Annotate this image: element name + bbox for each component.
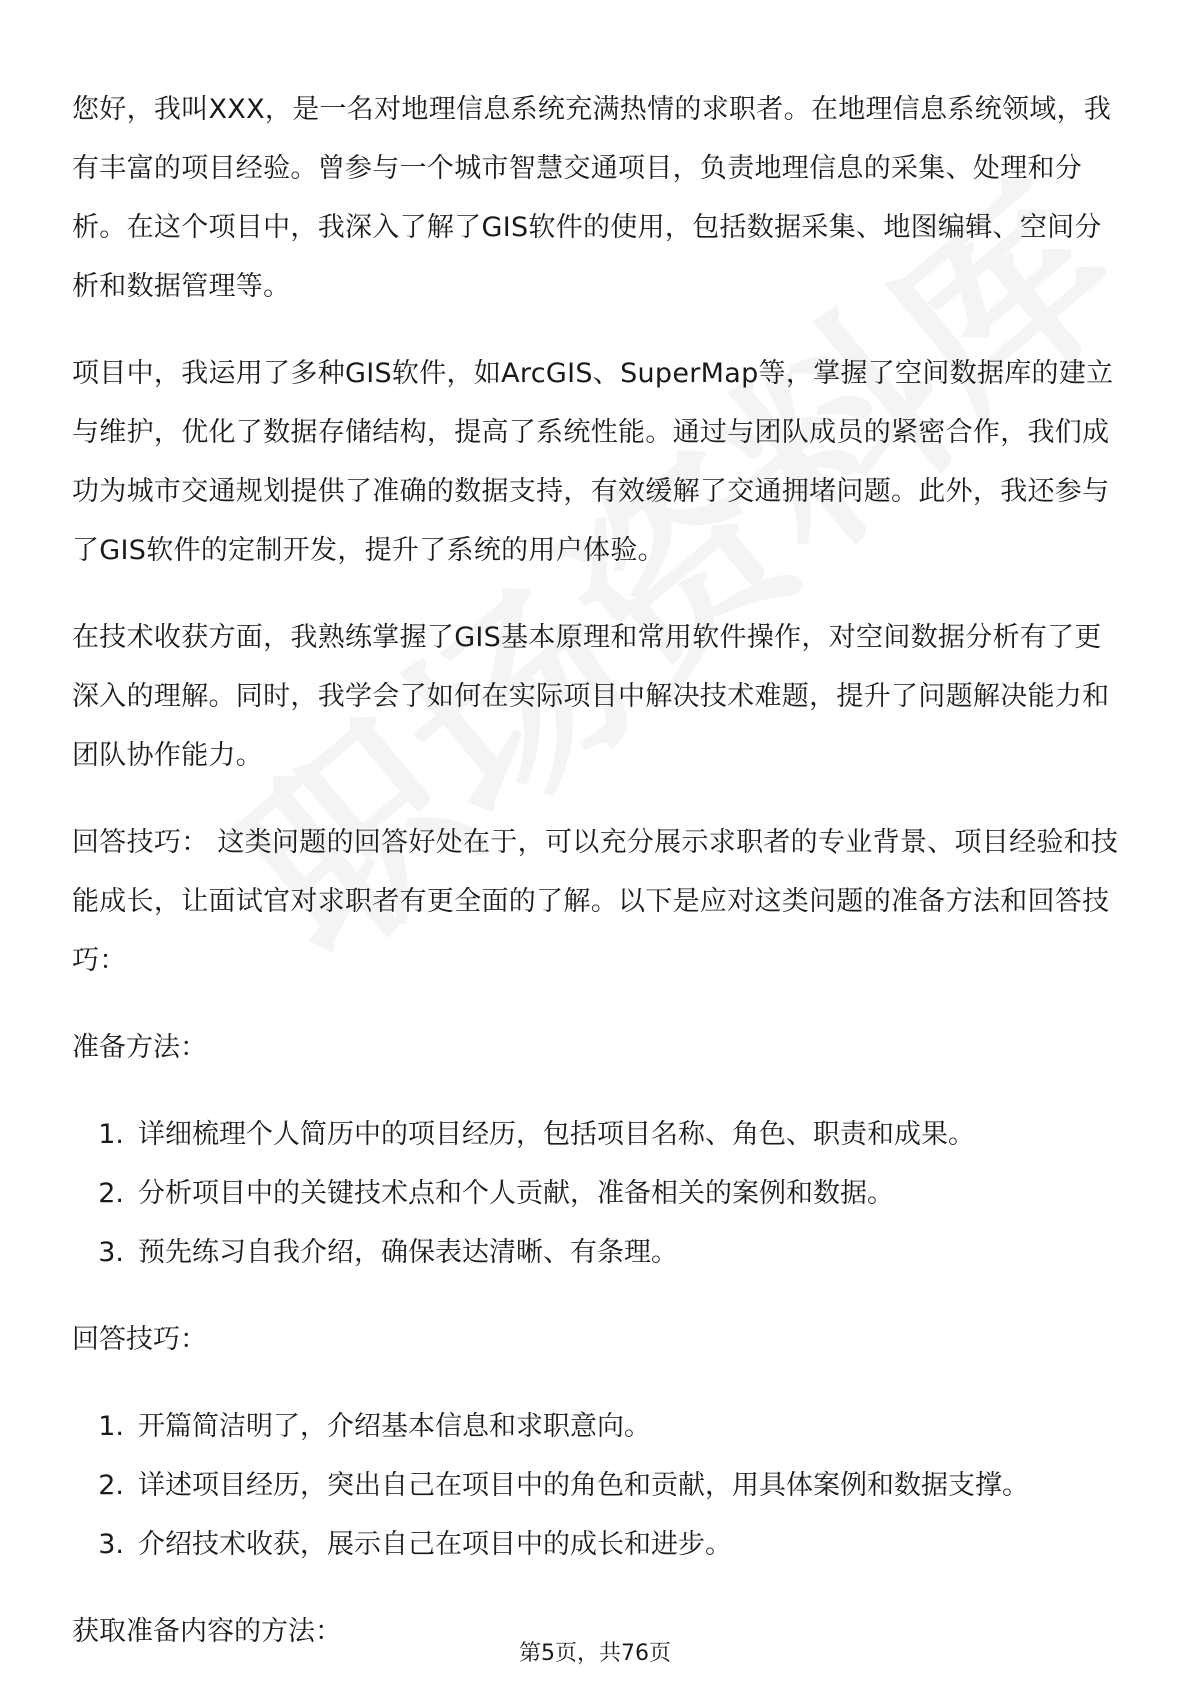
list-item — [72, 1105, 1122, 1164]
answer-tips-heading: 回答技巧： — [72, 1324, 207, 1355]
get-prep-content-heading: 获取准备内容的方法： — [72, 1616, 342, 1647]
list-number: 3. — [98, 1529, 124, 1560]
list-text: 介绍技术收获，展示自己在项目中的成长和进步。 — [138, 1529, 732, 1560]
list-text: 分析项目中的关键技术点和个人贡献，准备相关的案例和数据。 — [138, 1178, 894, 1209]
project-paragraph: 项目中，我运用了多种GIS软件，如ArcGIS、SuperMap等，掌握了空间数据库的建立与维护，优化了数据存储结构，提高了系统性能。通过与团队成员的紧密合作，我们成功为城市交通规划提供了准确的数据支持，有效缓解了交通拥堵问题。此外，我还参与了GIS软件的定制开发，提升了系统的用户体验。 — [72, 358, 1114, 566]
list-number: 2. — [98, 1178, 124, 1209]
list-item — [72, 1397, 1122, 1456]
prep-method-heading: 准备方法： — [72, 1032, 207, 1063]
list-text: 开篇简洁明了，介绍基本信息和求职意向。 — [138, 1411, 651, 1442]
list-number: 2. — [98, 1470, 124, 1501]
list-number: 1. — [98, 1119, 124, 1150]
list-item — [72, 1164, 1122, 1223]
list-number: 1. — [98, 1411, 124, 1442]
list-item — [72, 1456, 1122, 1515]
list-item — [72, 1223, 1122, 1282]
list-text: 预先练习自我介绍，确保表达清晰、有条理。 — [138, 1237, 678, 1268]
answer-tips-paragraph: 回答技巧： 这类问题的回答好处在于，可以充分展示求职者的专业背景、项目经验和技能成长，让面试官对求职者有更全面的了解。以下是应对这类问题的准备方法和回答技巧： — [72, 827, 1119, 976]
answer-tips-list — [72, 1397, 1122, 1574]
list-text: 详细梳理个人简历中的项目经历，包括项目名称、角色、职责和成果。 — [138, 1119, 975, 1150]
list-item — [72, 1515, 1122, 1574]
prep-method-list — [72, 1105, 1122, 1282]
tech-gain-paragraph: 在技术收获方面，我熟练掌握了GIS基本原理和常用软件操作，对空间数据分析有了更深入的理解。同时，我学会了如何在实际项目中解决技术难题，提升了问题解决能力和团队协作能力。 — [72, 622, 1110, 771]
page-number-footer: 第5页，共76页 — [519, 1641, 671, 1666]
list-text: 详述项目经历，突出自己在项目中的角色和贡献，用具体案例和数据支撑。 — [138, 1470, 1029, 1501]
intro-paragraph: 您好，我叫XXX，是一名对地理信息系统充满热情的求职者。在地理信息系统领域，我有丰富的项目经验。曾参与一个城市智慧交通项目，负责地理信息的采集、处理和分析。在这个项目中，我深入了解了GIS软件的使用，包括数据采集、地图编辑、空间分析和数据管理等。 — [72, 94, 1112, 302]
list-number: 3. — [98, 1237, 124, 1268]
document-body — [72, 80, 1122, 1689]
